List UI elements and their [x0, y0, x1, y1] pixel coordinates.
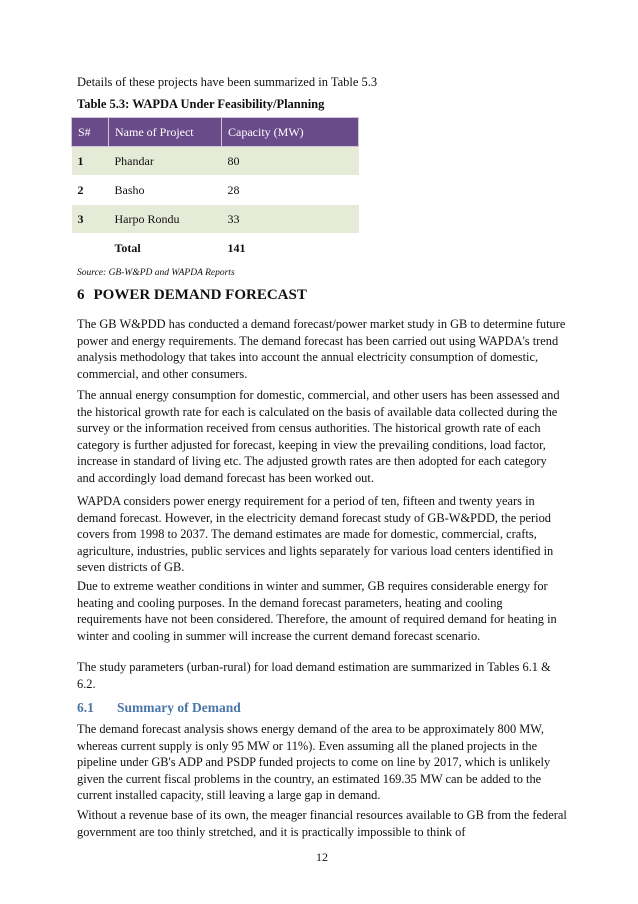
- cell-capacity: 80: [222, 147, 359, 176]
- header-project-name: Name of Project: [109, 118, 222, 147]
- page-number: 12: [316, 850, 328, 864]
- subsection-number: 6.1: [77, 700, 94, 715]
- section-number: 6: [77, 287, 85, 303]
- paragraph: The GB W&PDD has conducted a demand forecast/power market study in GB to determine future power and energy requirements. The demand forecast has been carried out using WAPDA's trend analysis methodology that takes into account the annual electricity consumption of domestic, commercial, and other consumers.: [77, 317, 566, 381]
- table-row: [72, 147, 359, 176]
- table-total-row: [72, 234, 359, 263]
- cell-sn: 3: [72, 205, 109, 234]
- section-heading: [77, 287, 307, 304]
- intro-text: Details of these projects have been summarized in Table 5.3: [77, 75, 378, 89]
- cell-empty: [72, 234, 109, 263]
- paragraph: Due to extreme weather conditions in winter and summer, GB requires considerable energy for heating and cooling purposes. In the demand forecast parameters, heating and cooling requirements have not been considered. Therefore, the amount of required demand for heating in winter and cooling in summer will increase the current demand forecast scenario.: [77, 579, 557, 643]
- projects-table: [71, 117, 359, 263]
- cell-sn: 1: [72, 147, 109, 176]
- table-header-row: [72, 118, 359, 147]
- header-sn: S#: [72, 118, 109, 147]
- source-note: Source: GB-W&PD and WAPDA Reports: [77, 268, 235, 278]
- cell-capacity: 33: [222, 205, 359, 234]
- paragraph: The annual energy consumption for domestic, commercial, and other users has been assessed and the historical growth rate for each is calculated on the basis of available data collected during the survey or the information received from census authorities. The historical growth rate of each category is further adjusted for forecast, keeping in view the prevailing conditions, load factor, increase in standard of living etc. The adjusted growth rates are then adopted for each category and accordingly load demand forecast has been worked out.: [77, 388, 560, 485]
- total-label: Total: [109, 234, 222, 263]
- cell-capacity: 28: [222, 176, 359, 205]
- table-row: [72, 176, 359, 205]
- subsection-heading: [77, 700, 241, 716]
- section-title: POWER DEMAND FORECAST: [93, 287, 307, 303]
- paragraph: The demand forecast analysis shows energy demand of the area to be approximately 800 MW, whereas current supply is only 95 MW or 11%). Even assuming all the planed projects in the pipeline under GB's ADP and PSDP funded projects to come on line by 2017, which is unlikely given the current fiscal problems in the country, an estimated 169.35 MW can be added to the current installed capacity, still leaving a large gap in demand.: [77, 722, 551, 803]
- paragraph: Without a revenue base of its own, the meager financial resources available to GB from the federal government are too thinly stretched, and it is practically impossible to think of: [77, 808, 567, 839]
- paragraph: WAPDA considers power energy requirement for a period of ten, fifteen and twenty years in demand forecast. However, in the electricity demand forecast study of GB-W&PDD, the period covers from 1998 to 2037. The demand estimates are made for domestic, commercial, crafts, agriculture, industries, public services and lights separately for various load centers identified in seven districts of GB.: [77, 494, 554, 575]
- total-value: 141: [222, 234, 359, 263]
- cell-project-name: Basho: [109, 176, 222, 205]
- cell-sn: 2: [72, 176, 109, 205]
- table-row: [72, 205, 359, 234]
- cell-project-name: Harpo Rondu: [109, 205, 222, 234]
- paragraph: The study parameters (urban-rural) for load demand estimation are summarized in Tables 6.1 & 6.2.: [77, 660, 551, 691]
- subsection-title: Summary of Demand: [117, 700, 241, 715]
- cell-project-name: Phandar: [109, 147, 222, 176]
- table-caption: Table 5.3: WAPDA Under Feasibility/Planning: [77, 97, 325, 111]
- header-capacity: Capacity (MW): [222, 118, 359, 147]
